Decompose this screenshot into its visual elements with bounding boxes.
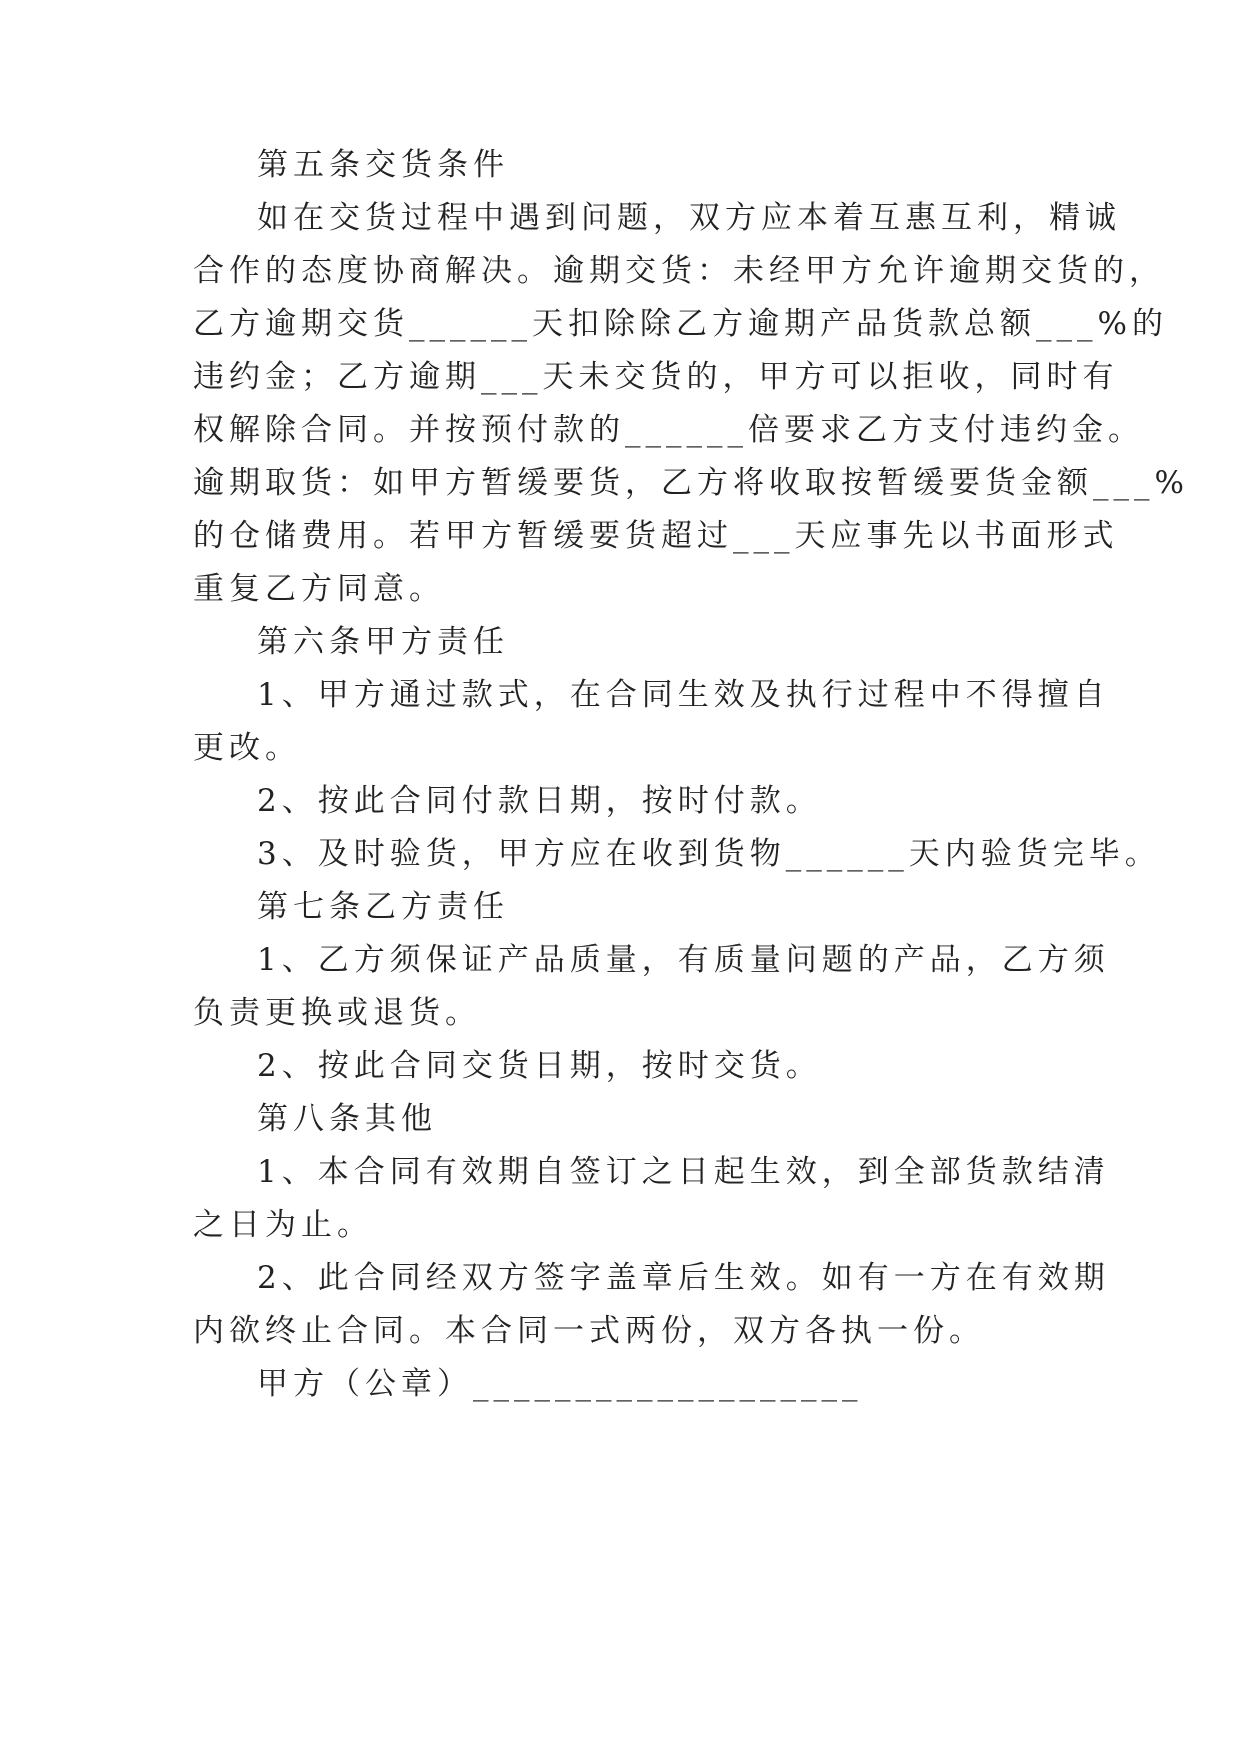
party-a-seal-line: 甲方（公章）___________________	[257, 1366, 863, 1402]
paragraph-line: 逾期取货：如甲方暂缓要货，乙方将收取按暂缓要货金额___%	[193, 465, 1189, 501]
paragraph-line: 权解除合同。并按预付款的______倍要求乙方支付违约金。	[193, 412, 1144, 448]
paragraph-line: 更改。	[193, 730, 301, 766]
paragraph-line: 负责更换或退货。	[193, 995, 481, 1031]
paragraph-line: 2、此合同经双方签字盖章后生效。如有一方在有效期	[257, 1260, 1110, 1296]
section-heading-5: 第五条交货条件	[257, 147, 509, 183]
paragraph-line: 的仓储费用。若甲方暂缓要货超过___天应事先以书面形式	[193, 518, 1119, 554]
paragraph-line: 如在交货过程中遇到问题，双方应本着互惠互利，精诚	[257, 200, 1121, 236]
paragraph-line: 违约金；乙方逾期___天未交货的，甲方可以拒收，同时有	[193, 359, 1119, 395]
paragraph-line: 1、甲方通过款式，在合同生效及执行过程中不得擅自	[257, 677, 1110, 713]
paragraph-line: 1、本合同有效期自签订之日起生效，到全部货款结清	[257, 1154, 1110, 1190]
paragraph-line: 2、按此合同付款日期，按时付款。	[257, 783, 822, 819]
paragraph-line: 2、按此合同交货日期，按时交货。	[257, 1048, 822, 1084]
paragraph-line: 重复乙方同意。	[193, 571, 445, 607]
paragraph-line: 之日为止。	[193, 1207, 373, 1243]
paragraph-line: 合作的态度协商解决。逾期交货：未经甲方允许逾期交货的，	[193, 253, 1165, 289]
paragraph-line: 内欲终止合同。本合同一式两份，双方各执一份。	[193, 1313, 985, 1349]
section-heading-7: 第七条乙方责任	[257, 889, 509, 925]
paragraph-line: 3、及时验货，甲方应在收到货物______天内验货完毕。	[257, 836, 1161, 872]
paragraph-line: 乙方逾期交货______天扣除除乙方逾期产品货款总额___%的	[193, 306, 1168, 342]
section-heading-8: 第八条其他	[257, 1101, 437, 1137]
paragraph-line: 1、乙方须保证产品质量，有质量问题的产品，乙方须	[257, 942, 1110, 978]
section-heading-6: 第六条甲方责任	[257, 624, 509, 660]
